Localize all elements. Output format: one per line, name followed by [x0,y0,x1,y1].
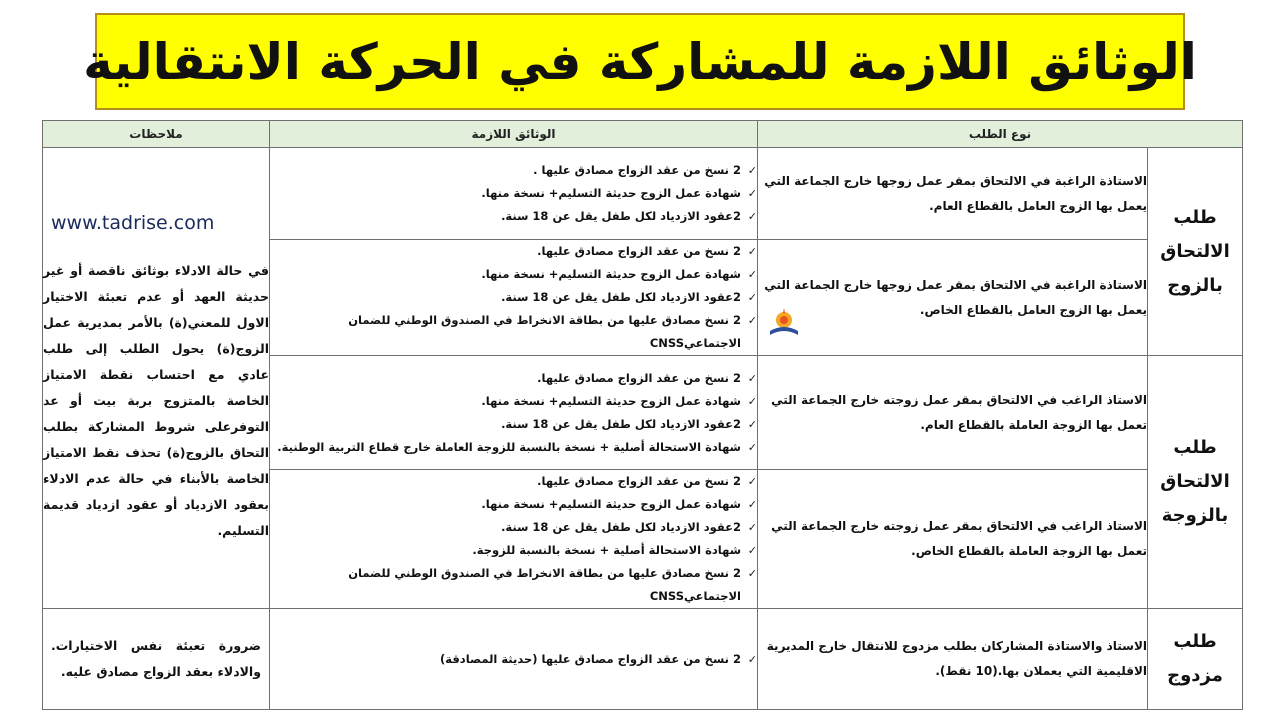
docs-cell [270,609,758,710]
check-icon: ✓ [747,498,757,511]
category-spouse-husband [1148,148,1243,356]
doc-item [270,205,757,228]
docs-cell [270,356,758,470]
check-icon: ✓ [747,371,757,385]
request-type-cell: الاستاذة الراغبة في الالتحاق بمقر عمل زوجها خارج الجماعة التي يعمل بها الزوج العامل بالقطاع العام. [758,148,1148,240]
doc-item [270,309,757,355]
tadrise-logo-icon [766,305,802,341]
table-header-row [43,121,1243,148]
doc-item [270,182,757,205]
request-type-cell: الاستاذ الراغب في الالتحاق بمقر عمل زوجته خارج الجماعة التي تعمل بها الزوجة العاملة بالقطاع العام. [758,356,1148,470]
table-row [43,148,1243,240]
doc-item [270,159,757,182]
site-watermark: www.tadrise.com [51,212,215,234]
doc-item-text: 2عقود الازدياد لكل طفل يقل عن 18 سنة. [501,290,741,304]
doc-item-text: 2 نسخ من عقد الزواج مصادق عليها. [537,370,741,385]
page-title: الوثائق اللازمة للمشاركة في الحركة الانتقالية [83,32,1197,91]
check-icon: ✓ [747,210,757,223]
check-icon: ✓ [747,394,757,408]
table-row [43,609,1243,710]
notes-main-cell [43,148,270,609]
doc-item-text: شهادة عمل الزوج حديثة التسليم+ نسخة منها. [481,393,741,408]
category-spouse-wife [1148,356,1243,609]
check-icon: ✓ [747,268,757,281]
docs-list [270,648,757,671]
check-icon: ✓ [747,521,757,534]
category-label: طلب الالتحاق بالزوجة [1160,437,1230,526]
check-icon: ✓ [747,475,757,488]
documents-table [42,120,1243,710]
doc-item-text: 2 نسخ من عقد الزواج مصادق عليها (حديثة المصادقة) [440,651,741,666]
notes-dual-text: ضرورة تعبئة نفس الاختيارات. والادلاء بعقد الزواج مصادق عليه. [51,638,261,679]
check-icon: ✓ [747,417,757,431]
check-icon: ✓ [747,314,757,327]
title-banner [83,13,1197,110]
doc-item-text: شهادة الاستحالة أصلية + نسخة بالنسبة للزوجة العاملة خارج قطاع التربية الوطنية. [277,439,741,454]
check-icon: ✓ [747,291,757,304]
doc-item [270,390,757,413]
doc-item [270,562,757,608]
notes-main-text: في حالة الادلاء بوثائق ناقصة أو غير حديثة العهد أو عدم تعبئة الاختيار الاول للمعني(ة) بالأمر بمديرية عمل الزوج(ة) يحول الطلب إلى طلب عادي مع احتساب نقطة الامتياز الخاصة بالمتزوج بربة بيت أو عد التوفرعلى شروط المشاركة بطلب التحاق بالزوج(ة) تحذف نقط الامتياز الخاصة بالأبناء في حالة عدم الادلاء بعقود الازدياد أو عقود ازدياد قديمة التسليم. [43,263,269,538]
doc-item-text: 2 نسخ مصادق عليها من بطاقة الانخراط في الصندوق الوطني للضمان الاجتماعيCNSS [348,313,741,350]
check-icon: ✓ [747,187,757,200]
notes-dual-cell [43,609,270,710]
doc-item [270,286,757,309]
doc-item [270,648,757,671]
doc-item-text: 2 نسخ مصادق عليها من بطاقة الانخراط في الصندوق الوطني للضمان الاجتماعيCNSS [348,566,741,603]
docs-list [270,470,757,608]
request-type-cell: الاستاذ والاستاذة المشاركان بطلب مزدوج للانتقال خارج المديرية الاقليمية التي يعملان بها.(10 نقط). [758,609,1148,710]
check-icon: ✓ [747,544,757,557]
docs-cell [270,240,758,356]
docs-cell [270,470,758,609]
doc-item-text: 2 نسخ من عقد الزواج مصادق عليها. [537,474,741,488]
doc-item-text: شهادة عمل الزوج حديثة التسليم+ نسخة منها. [481,497,741,511]
category-label: طلب الالتحاق بالزوج [1160,206,1230,296]
check-icon: ✓ [747,440,757,454]
doc-item [270,493,757,516]
header-required-docs: الوثائق اللازمة [270,121,758,148]
doc-item-text: 2 نسخ من عقد الزواج مصادق عليها . [533,163,741,177]
doc-item [270,436,757,459]
docs-list [270,367,757,459]
docs-list [270,240,757,355]
docs-cell [270,148,758,240]
doc-item [270,263,757,286]
category-label: طلب مزدوج [1167,631,1223,686]
request-type-cell [758,240,1148,356]
doc-item [270,539,757,562]
check-icon: ✓ [747,245,757,258]
doc-item [270,516,757,539]
doc-item-text: شهادة الاستحالة أصلية + نسخة بالنسبة للزوجة. [472,543,741,557]
category-dual [1148,609,1243,710]
check-icon: ✓ [747,652,757,666]
request-type-text: الاستاذة الراغبة في الالتحاق بمقر عمل زوجها خارج الجماعة التي يعمل بها الزوج العامل بالقطاع الخاص. [764,277,1148,317]
header-notes: ملاحظات [43,121,270,148]
doc-item [270,240,757,263]
request-type-cell: الاستاذ الراغب في الالتحاق بمقر عمل زوجته خارج الجماعة التي تعمل بها الزوجة العاملة بالقطاع الخاص. [758,470,1148,609]
check-icon: ✓ [747,164,757,177]
doc-item [270,367,757,390]
doc-item-text: 2عقود الازدياد لكل طفل يقل عن 18 سنة. [501,416,741,431]
doc-item-text: 2 نسخ من عقد الزواج مصادق عليها. [537,244,741,258]
docs-list [270,159,757,228]
check-icon: ✓ [747,567,757,580]
doc-item [270,470,757,493]
header-request-type: نوع الطلب [758,121,1243,148]
doc-item-text: شهادة عمل الزوج حديثة التسليم+ نسخة منها. [481,186,741,200]
doc-item [270,413,757,436]
doc-item-text: شهادة عمل الزوج حديثة التسليم+ نسخة منها. [481,267,741,281]
doc-item-text: 2عقود الازدياد لكل طفل يقل عن 18 سنة. [501,209,741,223]
doc-item-text: 2عقود الازدياد لكل طفل يقل عن 18 سنة. [501,520,741,534]
